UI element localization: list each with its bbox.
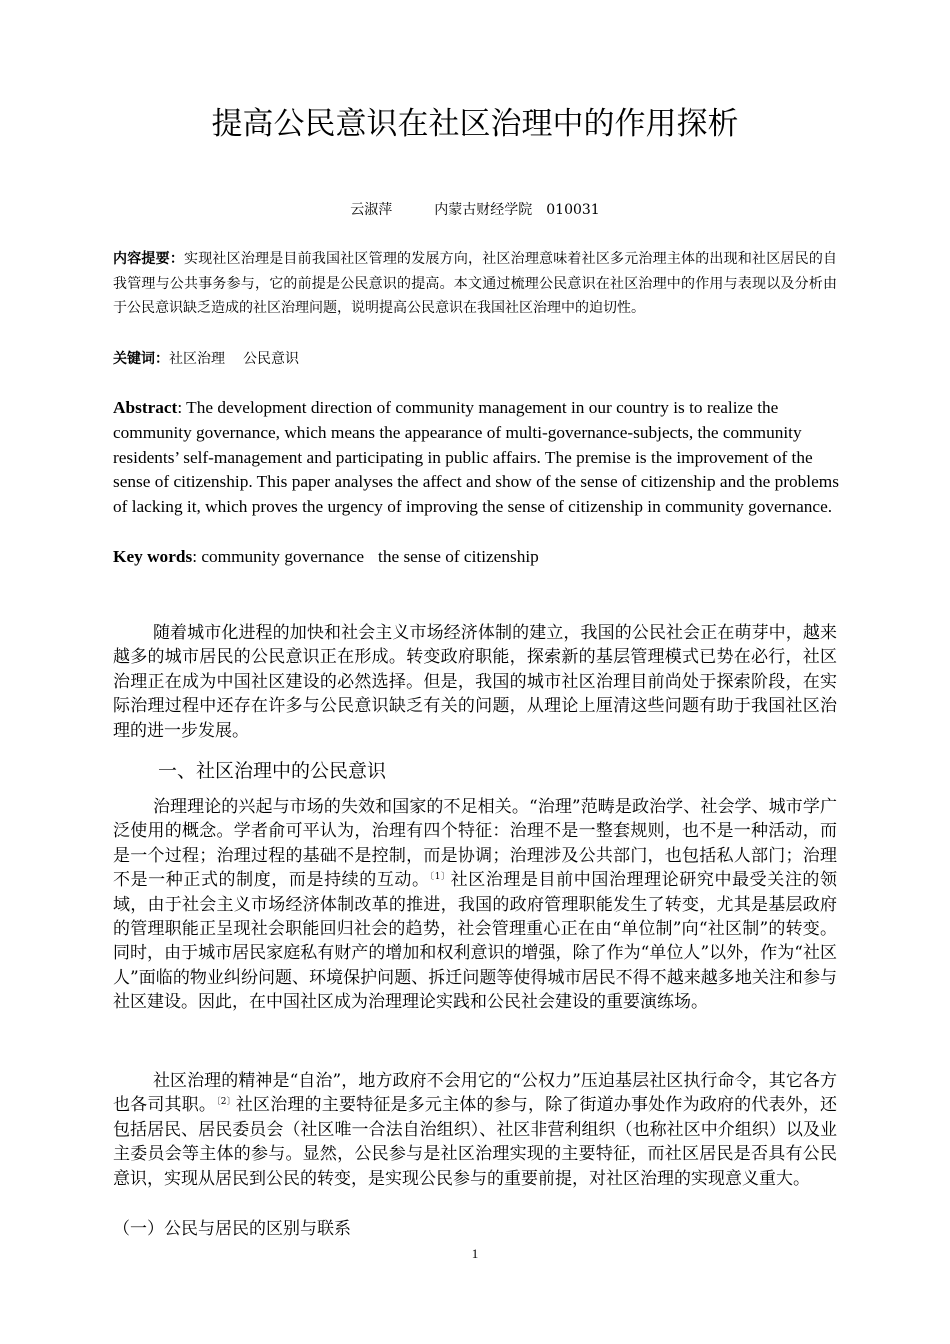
subsection-heading-1: （一）公民与居民的区别与联系 [113, 1219, 351, 1239]
chinese-abstract [113, 247, 837, 321]
chinese-keyword: 社区治理 [169, 351, 225, 367]
paragraph-text: 治理理论的兴起与市场的失效和国家的不足相关。“治理”范畴是政治学、社会学、城市学广泛使用的概念。学者俞可平认为，治理有四个特征：治理不是一整套规则，也不是一种活动，而是一个过程；治理过程的基础不是控制，而是协调；治理涉及公共部门，也包括私人部门；治理不是一种正式的制度，而是持续的互动。 [113, 797, 837, 891]
english-abstract-text: The development direction of community management in our country is to realize the community governance, which means the appearance of multi-governance-subjects, the community residents’ self-management and participating in public affairs. The premise is the improvement of the sense of citizenship. This paper analyses the affect and show of the sense of citizenship and the problems of lacking it, which proves the urgency of improving the sense of citizenship in community governance. [113, 398, 839, 517]
paragraph-text: 社区治理是目前中国治理理论研究中最受关注的领域，由于社会主义市场经济体制改革的推进，我国的政府管理职能发生了转变，尤其是基层政府的管理职能正呈现社会职能回归社会的趋势，社会管理重心正在由“单位制”向“社区制”的转变。同时，由于城市居民家庭私有财产的增加和权利意识的增强，除了作为“单位人”以外，作为“社区人”面临的物业纠纷问题、环境保护问题、拆迁问题等使得城市居民不得不越来越多地关注和参与社区建设。因此，在中国社区成为治理理论实践和公民社会建设的重要演练场。 [113, 870, 838, 1013]
english-abstract-colon: : [177, 398, 183, 417]
english-keyword: the sense of citizenship [378, 547, 539, 566]
english-keywords [113, 545, 843, 570]
author-postcode: 010031 [546, 202, 600, 218]
chinese-keywords [113, 347, 837, 371]
intro-paragraph: 随着城市化进程的加快和社会主义市场经济体制的建立，我国的公民社会正在萌芽中，越来越多的城市居民的公民意识正在形成。转变政府职能，探索新的基层管理模式已势在必行，社区治理正在成为中国社区建设的必然选择。但是，我国的城市社区治理目前尚处于探索阶段，在实际治理过程中还存在许多与公民意识缺乏有关的问题，从理论上厘清这些问题有助于我国社区治理的进一步发展。 [113, 623, 837, 741]
chinese-keywords-colon: ： [155, 351, 169, 367]
chinese-keyword: 公民意识 [243, 351, 299, 367]
chinese-keywords-label: 关键词 [113, 351, 155, 367]
chinese-abstract-label: 内容提要 [113, 251, 170, 267]
citation-ref-1[interactable]: 〔1〕 [429, 872, 451, 883]
section1-paragraph-2 [113, 1069, 837, 1191]
page-number: 1 [471, 1246, 479, 1261]
english-keywords-label: Key words [113, 547, 193, 566]
author-affiliation: 内蒙古财经学院 [434, 202, 533, 218]
chinese-abstract-text: 实现社区治理是目前我国社区管理的发展方向，社区治理意味着社区多元治理主体的出现和社区居民的自我管理与公共事务参与，它的前提是公民意识的提高。本文通过梳理公民意识在社区治理中的作用与表现以及分析由于公民意识缺乏造成的社区治理问题，说明提高公民意识在我国社区治理中的迫切性。 [113, 251, 838, 316]
author-line [0, 199, 950, 221]
paragraph-text: 社区治理的精神是“自治”，地方政府不会用它的“公权力”压迫基层社区执行命令，其它各方也各司其职。 [113, 1071, 837, 1116]
paper-title: 提高公民意识在社区治理中的作用探析 [211, 106, 739, 142]
citation-ref-2[interactable]: 〔2〕 [216, 1097, 236, 1108]
chinese-abstract-colon: ： [169, 251, 185, 267]
english-abstract-label: Abstract [113, 398, 178, 417]
paragraph-text: 社区治理的主要特征是多元主体的参与，除了街道办事处作为政府的代表外，还包括居民、居民委员会（社区唯一合法自治组织）、社区非营利组织（也称社区中介组织）以及业主委员会等主体的参与。显然，公民参与是社区治理实现的主要特征，而社区居民是否具有公民意识，实现从居民到公民的转变，是实现公民参与的重要前提，对社区治理的实现意义重大。 [113, 1095, 838, 1189]
english-abstract [113, 396, 843, 520]
english-keyword: community governance [197, 547, 365, 566]
author-name: 云淑萍 [350, 202, 393, 218]
section1-paragraph-1 [113, 795, 837, 1015]
english-keywords-colon: : [192, 547, 198, 566]
section-heading-1: 一、社区治理中的公民意识 [158, 760, 387, 782]
